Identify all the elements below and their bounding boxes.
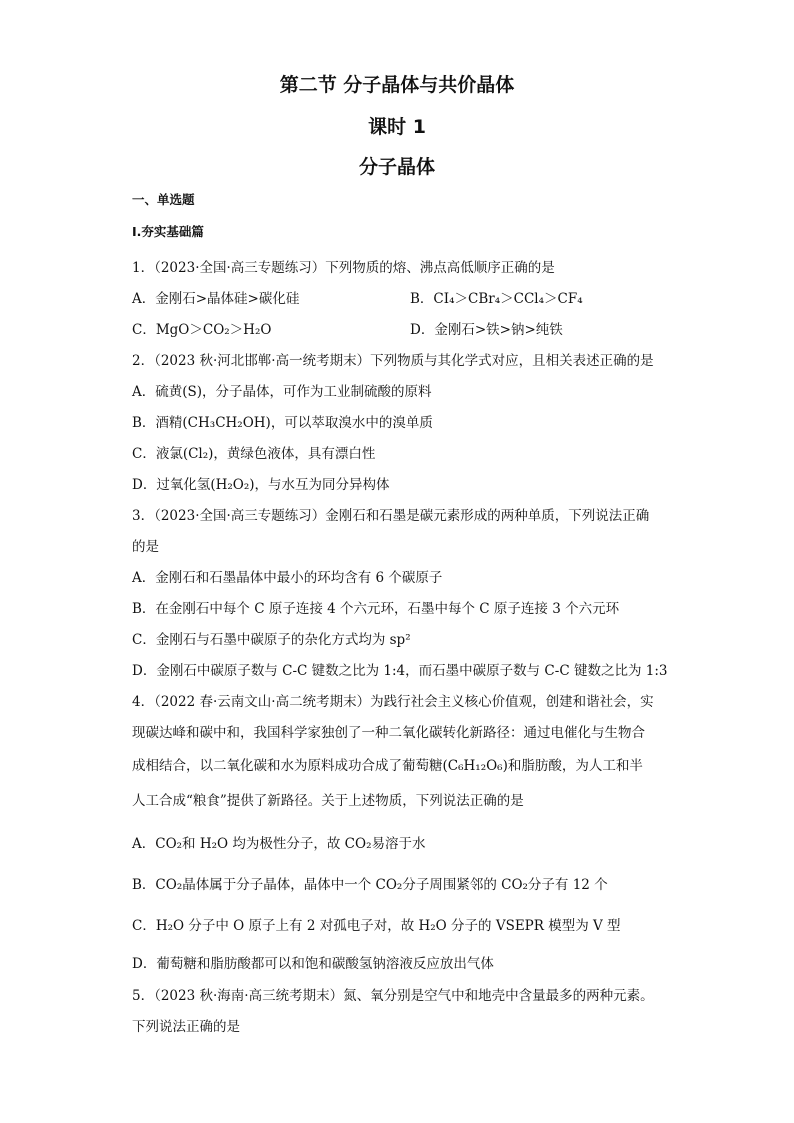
- q4-option-c: C．H₂O 分子中 O 原子上有 2 对孤电子对，故 H₂O 分子的 VSEPR 模型为 V 型: [132, 918, 621, 934]
- q2-stem: 2．（2023 秋·河北邯郸·高一统考期末）下列物质与其化学式对应，且相关表述正确的是: [132, 353, 654, 369]
- q4-option-a: A．CO₂和 H₂O 均为极性分子，故 CO₂易溶于水: [132, 836, 426, 852]
- q5-stem-line1: 5．（2023 秋·海南·高三统考期末）氮、氧分别是空气中和地壳中含量最多的两种元素。: [132, 988, 654, 1004]
- q2-option-d: D．过氧化氢(H₂O₂)，与水互为同分异构体: [132, 477, 390, 493]
- q4-option-b: B．CO₂晶体属于分子晶体，晶体中一个 CO₂分子周围紧邻的 CO₂分子有 12 个: [132, 877, 608, 893]
- q4-stem-line1: 4．（2022 春·云南文山·高二统考期末）为践行社会主义核心价值观，创建和谐社会，实: [132, 694, 654, 710]
- q1-option-d: D．金刚石>铁>钠>纯铁: [410, 322, 563, 338]
- section-title: 第二节 分子晶体与共价晶体: [279, 74, 515, 96]
- q1-option-c: C．MgO＞CO₂＞H₂O: [132, 322, 272, 338]
- q1-stem: 1．（2023·全国·高三专题练习）下列物质的熔、沸点高低顺序正确的是: [132, 260, 555, 276]
- q4-stem-line2: 现碳达峰和碳中和，我国科学家独创了一种二氧化碳转化新路径：通过电催化与生物合: [132, 725, 645, 741]
- q3-option-c: C．金刚石与石墨中碳原子的杂化方式均为 sp²: [132, 632, 411, 648]
- lesson-title: 课时 1: [368, 116, 426, 138]
- q4-stem-line3: 成相结合，以二氧化碳和水为原料成功合成了葡萄糖(C₆H₁₂O₆)和脂肪酸，为人工和半: [132, 758, 643, 774]
- q4-stem-line4: 人工合成“粮食”提供了新路径。关于上述物质，下列说法正确的是: [132, 793, 524, 809]
- q1-option-b: B．CI₄＞CBr₄＞CCl₄＞CF₄: [410, 291, 583, 307]
- part-heading: 一、单选题: [132, 192, 195, 207]
- q1-option-a: A．金刚石>晶体硅>碳化硅: [132, 291, 300, 307]
- subpart-heading: Ⅰ.夯实基础篇: [132, 224, 204, 239]
- q3-option-b: B．在金刚石中每个 C 原子连接 4 个六元环，石墨中每个 C 原子连接 3 个六元环: [132, 601, 620, 617]
- q5-stem-line2: 下列说法正确的是: [132, 1019, 240, 1035]
- q4-option-d: D．葡萄糖和脂肪酸都可以和饱和碳酸氢钠溶液反应放出气体: [132, 956, 494, 972]
- q3-option-d: D．金刚石中碳原子数与 C-C 键数之比为 1:4，而石墨中碳原子数与 C-C 键数之比为 1:3: [132, 663, 668, 679]
- q3-stem-line2: 的是: [132, 539, 159, 555]
- q3-option-a: A．金刚石和石墨晶体中最小的环均含有 6 个碳原子: [132, 570, 443, 586]
- q2-option-a: A．硫黄(S)，分子晶体，可作为工业制硫酸的原料: [132, 384, 432, 400]
- topic-title: 分子晶体: [358, 156, 435, 178]
- q2-option-b: B．酒精(CH₃CH₂OH)，可以萃取溴水中的溴单质: [132, 415, 433, 431]
- q2-option-c: C．液氯(Cl₂)，黄绿色液体，具有漂白性: [132, 446, 376, 462]
- q3-stem-line1: 3．（2023·全国·高三专题练习）金刚石和石墨是碳元素形成的两种单质，下列说法正确: [132, 508, 650, 524]
